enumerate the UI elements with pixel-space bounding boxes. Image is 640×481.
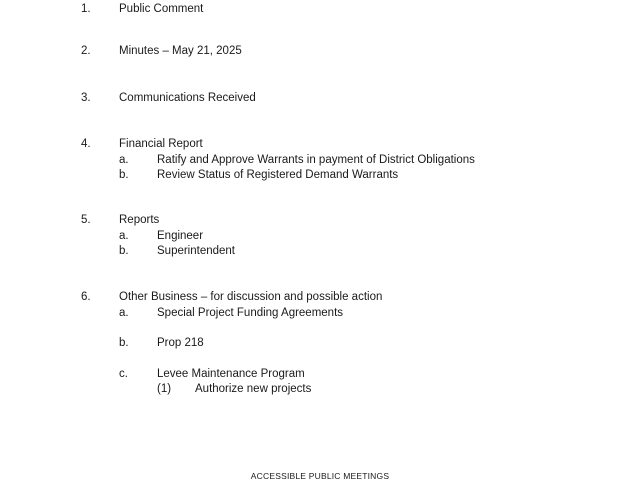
sub-item-letter: b.	[119, 337, 129, 349]
agenda-item-5	[81, 213, 601, 260]
sub-item	[81, 367, 601, 383]
sub-item-letter: a.	[119, 229, 129, 242]
sub-item	[81, 244, 601, 260]
agenda-item-4	[81, 137, 601, 184]
sub-item	[81, 168, 601, 184]
sub-item-title: Superintendent	[157, 245, 236, 257]
sub-item-letter: b.	[119, 169, 129, 181]
item-title: Communications Received	[119, 92, 256, 104]
agenda-item-2	[81, 44, 601, 60]
sub-item-letter: a.	[119, 153, 129, 166]
agenda-item-3	[81, 91, 601, 107]
sub-item-title: Engineer	[157, 229, 204, 242]
sub-item	[81, 153, 601, 169]
item-title: Reports	[119, 214, 160, 226]
item-title: Minutes – May 21, 2025	[119, 45, 242, 57]
sub-item-title: Ratify and Approve Warrants in payment of District Obligations	[157, 153, 475, 166]
sub-item-title: Levee Maintenance Program	[157, 367, 305, 380]
item-number: 3.	[81, 92, 91, 104]
sub-item-title: Special Project Funding Agreements	[157, 306, 344, 319]
item-number: 4.	[81, 138, 91, 150]
item-number: 5.	[81, 214, 91, 226]
item-title: Financial Report	[119, 138, 203, 150]
item-number: 6.	[81, 291, 91, 303]
sub-item-title: Prop 218	[157, 337, 204, 349]
sub-item-title: Review Status of Registered Demand Warrants	[157, 169, 399, 181]
sub-sub-item-number: (1)	[157, 383, 172, 395]
sub-item	[81, 336, 601, 352]
item-title: Other Business – for discussion and possible action	[119, 291, 383, 303]
sub-item-letter: a.	[119, 306, 129, 319]
sub-item-letter: c.	[119, 367, 128, 380]
sub-item	[81, 306, 601, 322]
sub-sub-item-title: Authorize new projects	[195, 383, 312, 395]
sub-item-letter: b.	[119, 245, 129, 257]
item-number: 2.	[81, 45, 91, 57]
sub-sub-item	[81, 382, 601, 398]
agenda-item-6	[81, 290, 601, 398]
sub-item	[81, 229, 601, 245]
accessible-meetings-heading: ACCESSIBLE PUBLIC MEETINGS	[250, 471, 390, 481]
item-title: Public Comment	[119, 3, 204, 15]
item-number: 1.	[81, 3, 91, 15]
agenda-item-1	[81, 2, 601, 18]
